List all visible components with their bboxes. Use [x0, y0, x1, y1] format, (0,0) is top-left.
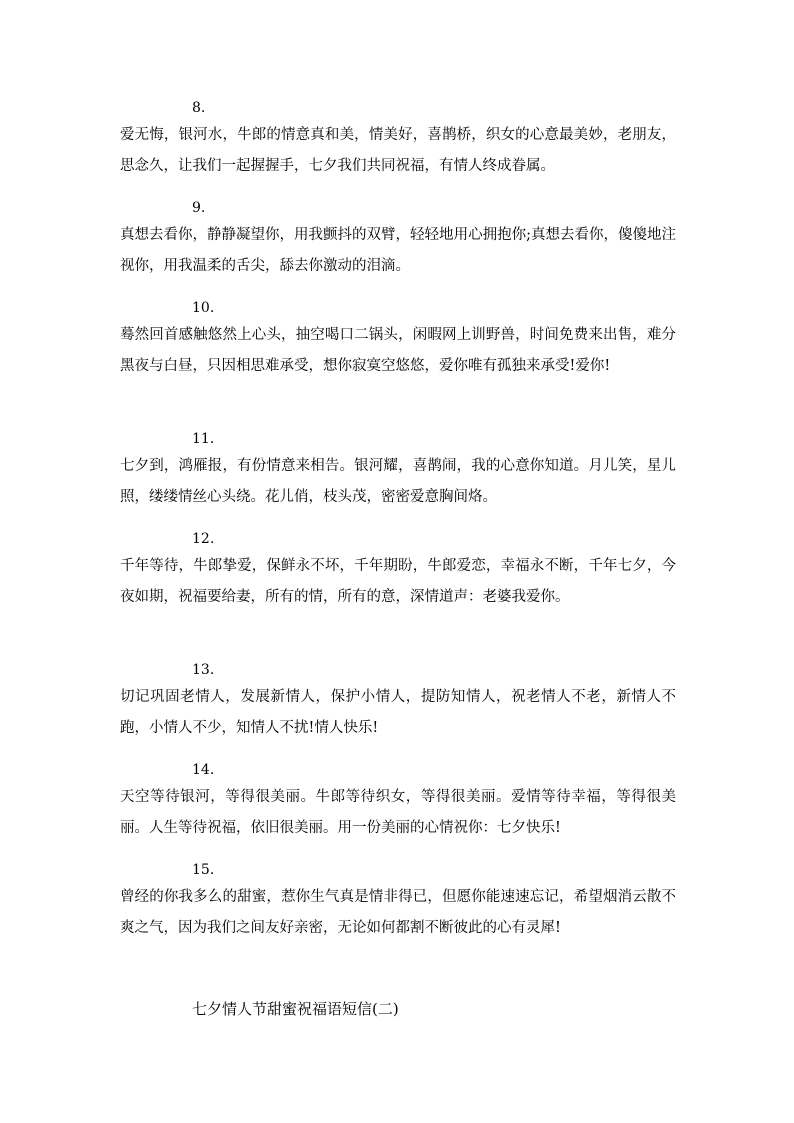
entry-text: 切记巩固老情人，发展新情人，保护小情人，提防知情人，祝老情人不老，新情人不跑，小情人不少，知情人不扰!情人快乐! — [120, 689, 676, 736]
entry-text: 千年等待，牛郎挚爱，保鲜永不坏，千年期盼，牛郎爱恋，幸福永不断，千年七夕，今夜如期，祝福要给妻，所有的情，所有的意，深情道声：老婆我爱你。 — [120, 558, 676, 605]
entry-number: 12. — [192, 531, 215, 547]
entry-text: 曾经的你我多么的甜蜜，惹你生气真是情非得已，但愿你能速速忘记，希望烟消云散不爽之气，因为我们之间友好亲密，无论如何都割不断彼此的心有灵犀! — [120, 889, 676, 936]
entry-text: 天空等待银河，等得很美丽。牛郎等待织女，等得很美丽。爱情等待幸福，等得很美丽。人生等待祝福，依旧很美丽。用一份美丽的心情祝你：七夕快乐! — [120, 789, 676, 836]
entry-8 — [120, 98, 676, 182]
entry-number: 14. — [192, 762, 215, 778]
entry-text: 真想去看你，静静凝望你，用我颤抖的双臂，轻轻地用心拥抱你;真想去看你，傻傻地注视你，用我温柔的舌尖，舔去你激动的泪滴。 — [120, 227, 676, 274]
entry-15 — [120, 860, 676, 944]
entry-number: 9. — [192, 200, 206, 216]
entry-12 — [120, 529, 676, 613]
entry-text: 蓦然回首感触悠然上心头，抽空喝口二锅头，闲暇网上训野兽，时间免费来出售，难分黑夜与白昼，只因相思难承受，想你寂寞空悠悠，爱你唯有孤独来承受!爱你! — [120, 327, 676, 374]
entry-text: 七夕到，鸿雁报，有份情意来相告。银河耀，喜鹊闹，我的心意你知道。月儿笑，星儿照，缕缕情丝心头绕。花儿俏，枝头茂，密密爱意胸间烙。 — [120, 458, 676, 505]
entry-text: 爱无悔，银河水，牛郎的情意真和美，情美好，喜鹊桥，织女的心意最美妙，老朋友，思念久，让我们一起握握手，七夕我们共同祝福，有情人终成眷属。 — [120, 127, 676, 174]
section-title: 七夕情人节甜蜜祝福语短信(二) — [192, 1000, 399, 1018]
entry-10 — [120, 298, 676, 382]
entry-number: 10. — [192, 300, 215, 316]
entry-14 — [120, 760, 676, 844]
entry-number: 8. — [192, 100, 206, 116]
entry-13 — [120, 660, 676, 744]
entry-11 — [120, 429, 676, 513]
entry-number: 15. — [192, 862, 215, 878]
entry-number: 11. — [192, 431, 215, 447]
entry-9 — [120, 198, 676, 282]
entry-number: 13. — [192, 662, 215, 678]
